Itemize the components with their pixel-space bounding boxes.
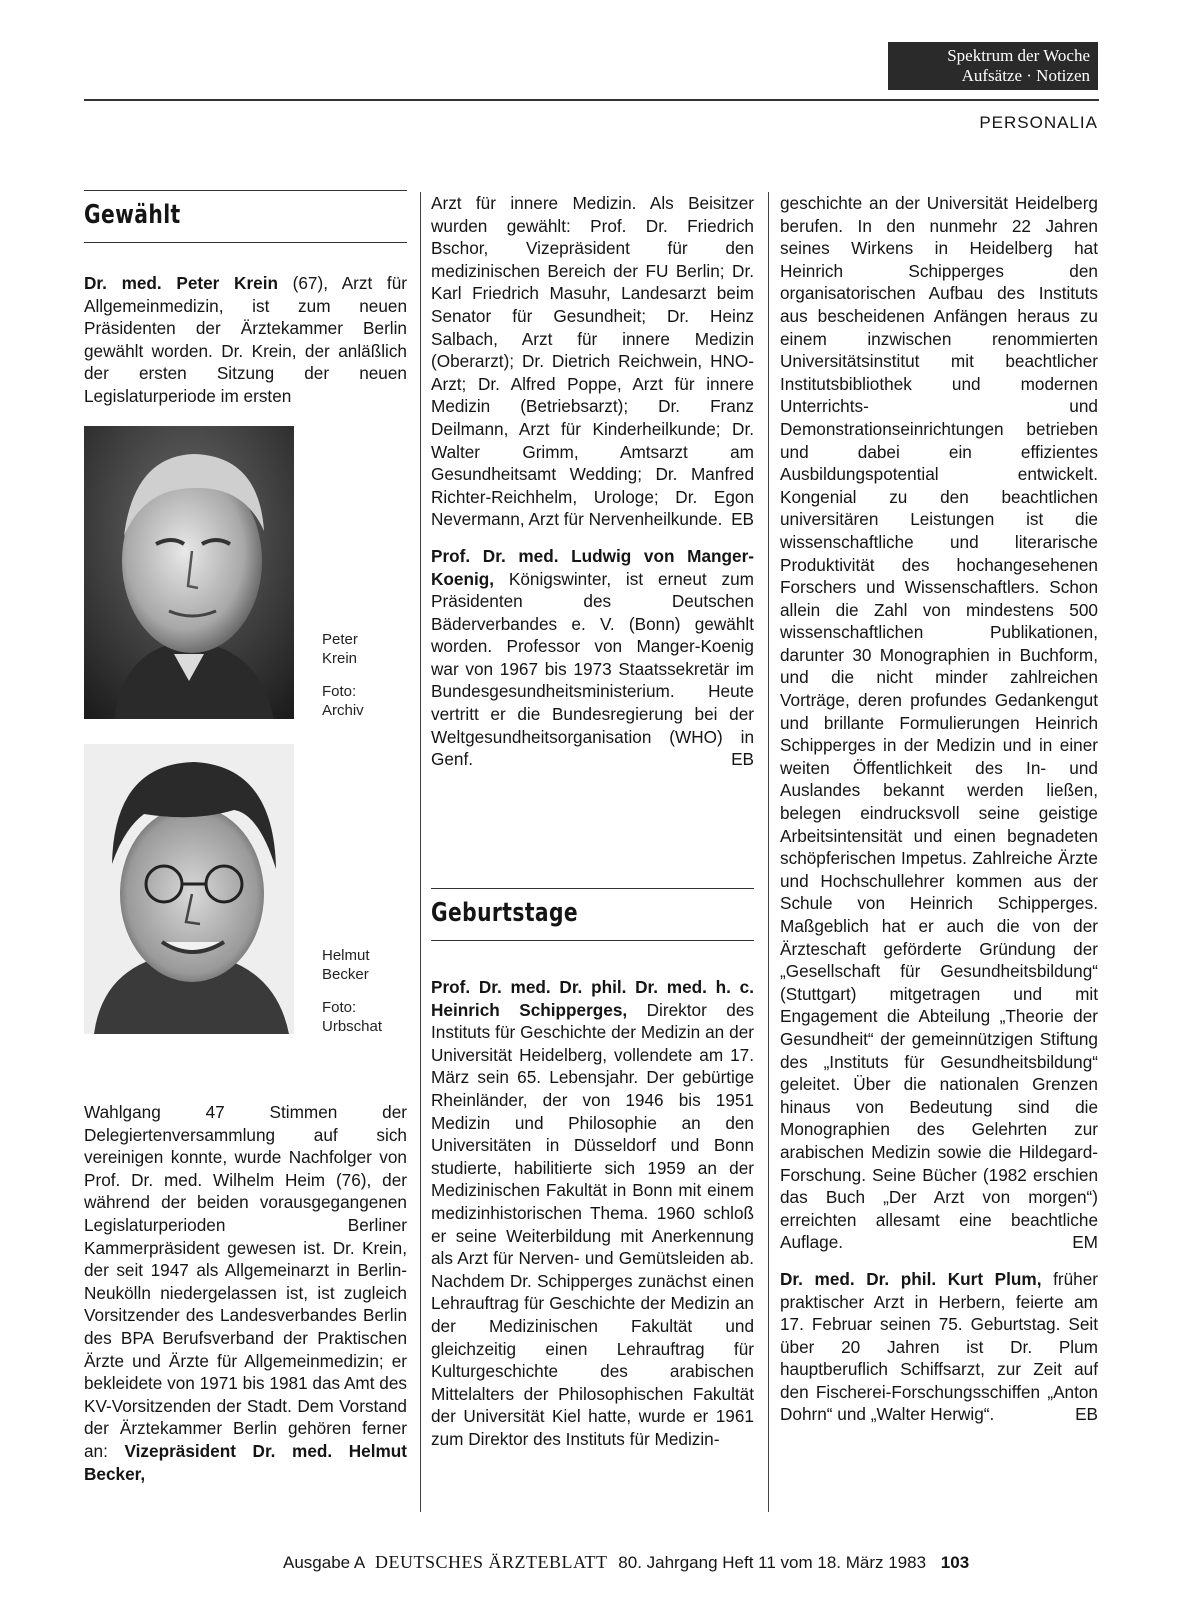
badge-line-2: Aufsätze · Notizen bbox=[961, 66, 1090, 85]
column-divider-1 bbox=[420, 192, 421, 1512]
caption-credit-label: Foto: bbox=[322, 683, 357, 700]
article-bold-text: Vizepräsident Dr. med. Helmut Becker, bbox=[84, 1440, 408, 1484]
portrait-photo-krein bbox=[84, 426, 294, 719]
column-divider-2 bbox=[768, 192, 769, 1512]
article-signature: EB bbox=[731, 749, 754, 770]
top-rule bbox=[84, 99, 1099, 101]
article-text: Arzt für innere Medizin. Als Beisitzer wurden gewählt: Prof. Dr. Friedrich Bschor, Vizepräsident für den medizinischen Bereich der FU Berlin; Dr. Karl Friedrich Masuhr, Landesarzt beim Senator für Gesundheit; Dr. Heinz Salbach, Arzt für innere Medizin (Oberarzt); Dr. Dietrich Reichwein, HNO-Arzt; Dr. Alfred Poppe, Arzt für innere Medizin (Betriebsarzt); Dr. Franz Deilmann, Arzt für Kinderheilkunde; Dr. Walter Grimm, Amtsarzt am Gesundheitsamt Wedding; Dr. Manfred Richter-Reichhelm, Urologe; Dr. Egon Nevermann, Arzt für Nervenheilkunde. bbox=[431, 193, 754, 530]
caption-surname: Becker bbox=[322, 966, 369, 983]
caption-surname: Krein bbox=[322, 650, 358, 667]
caption-name: Peter bbox=[322, 631, 358, 648]
caption-credit-label: Foto: bbox=[322, 999, 357, 1016]
portrait-becker-graphic bbox=[84, 744, 294, 1034]
heading-geburtstage: Geburtstage bbox=[431, 898, 579, 928]
article-name: Dr. med. Dr. phil. Kurt Plum, bbox=[780, 1268, 1042, 1289]
article-text: Königswinter, ist erneut zum Präsidenten des Deutschen Bäderverbandes e. V. (Bonn) gewählt worden. Professor von Manger-Koenig war von 1967 bis 1973 Staatssekretär im Bundesgesundheitsministerium. Heute vertritt er die Bundesregierung bei der Weltgesundheitsorganisation (WHO) in Genf. bbox=[431, 568, 754, 770]
heading-rule-bottom bbox=[431, 940, 754, 941]
column-3 bbox=[780, 192, 1098, 1426]
article-schipperges bbox=[431, 976, 754, 1450]
article-name: Prof. Dr. med. Ludwig von Manger-Koenig, bbox=[431, 545, 754, 589]
page-footer bbox=[283, 1552, 1098, 1573]
article-text: früher praktischer Arzt in Herbern, feierte am 17. Februar seinen 75. Geburtstag. Seit über 20 Jahren ist Dr. Plum hauptberuflich Schiffsarzt, zur Zeit auf den Fischerei-Forschungsschiffen „Anton Dohrn“ und „Walter Herwig“. bbox=[780, 1268, 1098, 1425]
article-name: Prof. Dr. med. Dr. phil. Dr. med. h. c. Heinrich Schipperges, bbox=[431, 977, 754, 1020]
page-number: 103 bbox=[940, 1553, 970, 1572]
footer-journal: DEUTSCHES ÄRZTEBLATT bbox=[375, 1552, 608, 1572]
caption-credit: Urbschat bbox=[322, 1018, 383, 1035]
section-label: PERSONALIA bbox=[979, 113, 1098, 132]
portrait-krein-graphic bbox=[84, 426, 294, 719]
caption-credit: Archiv bbox=[322, 702, 364, 719]
heading-rule-top bbox=[431, 888, 754, 889]
section-badge bbox=[888, 42, 1098, 90]
portrait-photo-becker bbox=[84, 744, 294, 1034]
badge-line-1: Spektrum der Woche bbox=[947, 46, 1090, 65]
heading-gewaehlt: Gewählt bbox=[84, 200, 181, 230]
footer-issue: 80. Jahrgang Heft 11 vom 18. März 1983 bbox=[618, 1553, 927, 1572]
heading-rule-bottom bbox=[84, 242, 407, 243]
footer-edition: Ausgabe A bbox=[283, 1553, 365, 1572]
article-signature: EB bbox=[731, 509, 754, 530]
article-name: Dr. med. Peter Krein bbox=[84, 273, 278, 293]
article-text: Direktor des Instituts für Geschichte der Medizin an der Universität Heidelberg, vollendete am 17. März sein 65. Lebensjahr. Der gebürtige Rheinländer, der von 1946 bis 1951 Medizin und Philosophie an den Universitäten in Düsseldorf und Bonn studierte, habilitierte sich 1959 an der Medizinischen Fakultät in Bonn mit einem medizinhistorischen Thema. 1960 schloß er seine Weiterbildung mit Anerkennung als Arzt für Nerven- und Gemütsleiden ab. Nachdem Dr. Schipperges zunächst einen Lehrauftrag für Geschichte der Medizin an der Medizinischen Fakultät und gleichzeitig einen Lehrauftrag für Kulturgeschichte des arabischen Mittelalters der Philosophischen Fakultät der Universität Kiel hatte, wurde er 1961 zum Direktor des Instituts für Medizin- bbox=[431, 999, 754, 1449]
article-text: (67), Arzt für Allgemeinmedizin, ist zum neuen Präsidenten der Ärztekammer Berlin gewählt worden. Dr. Krein, der anläßlich der ersten Sitzung der neuen Legislaturperiode im ersten bbox=[84, 273, 407, 406]
article-text: geschichte an der Universität Heidelberg berufen. In den nunmehr 22 Jahren seines Wirkens in Heidelberg hat Heinrich Schipperges den organisatorischen Aufbau des Instituts aus bescheidenen Anfängen heraus zu einem inzwischen renommierten Universitätsinstitut mit beachtlicher Institutsbibliothek und modernen Unterrichts- und Demonstrationseinrichtungen betrieben und dabei ein effizientes Ausbildungspotential entwickelt. Kongenial zu den beachtlichen universitären Leistungen ist die wissenschaftliche und literarische Produktivität des hochangesehenen Forschers und Wissenschaftlers. Schon allein die Zahl von mindestens 500 wissenschaftlichen Publikationen, darunter 30 Monographien in Buchform, und die nicht minder zahlreichen Vorträge, deren profundes Gedankengut und brillante Formulierungen Heinrich Schipperges in der Medizin und in einer weiten Öffentlichkeit des In- und Auslandes bekannt werden ließen, belegen eindrucksvoll seine geistige Arbeitsintensität und einen begnadeten schöpferischen Impetus. Zahlreiche Ärzte und Hochschullehrer kommen aus der Schule von Heinrich Schipperges. Maßgeblich hat er auch die von der Ärzteschaft geförderte Gründung der „Gesellschaft für Gesundheitsbildung“ (Stuttgart) mitgetragen und mit Engagement die Abteilung „Theorie der Gesundheit“ der gemeinnützigen Stiftung des „Instituts für Gesundheitsbildung“ geleitet. Über die nationalen Grenzen hinaus von Bedeutung sind die Monographien des Gelehrten zur arabischen Medizin sowie die Hildegard-Forschung. Seine Bücher (1982 erschien das Buch „Der Arzt von morgen“) erreichten allesamt eine beachtliche Auflage. bbox=[780, 193, 1098, 1253]
heading-rule-top bbox=[84, 190, 407, 191]
column-2-top bbox=[431, 192, 754, 771]
caption-becker bbox=[322, 946, 382, 1036]
article-signature: EB bbox=[1075, 1404, 1098, 1425]
caption-name: Helmut bbox=[322, 947, 370, 964]
article-krein-continued bbox=[84, 1101, 407, 1485]
article-krein-intro bbox=[84, 272, 407, 408]
article-signature: EM bbox=[1072, 1232, 1098, 1253]
article-text: Wahlgang 47 Stimmen der Delegiertenversammlung auf sich vereinigen konnte, wurde Nachfolger von Prof. Dr. med. Wilhelm Heim (76), der während der beiden vorausgegangenen Legislaturperioden Berliner Kammerpräsident gewesen ist. Dr. Krein, der seit 1947 als Allgemeinarzt in Berlin-Neukölln niedergelassen ist, ist zugleich Vorsitzender des Landesverbandes Berlin des BPA Berufsverband der Praktischen Ärzte und Ärzte für Allgemeinmedizin; er bekleidete von 1971 bis 1981 das Amt des KV-Vorsitzenden der Stadt. Dem Vorstand der Ärztekammer Berlin gehören ferner an: bbox=[84, 1102, 407, 1461]
caption-krein bbox=[322, 630, 364, 720]
